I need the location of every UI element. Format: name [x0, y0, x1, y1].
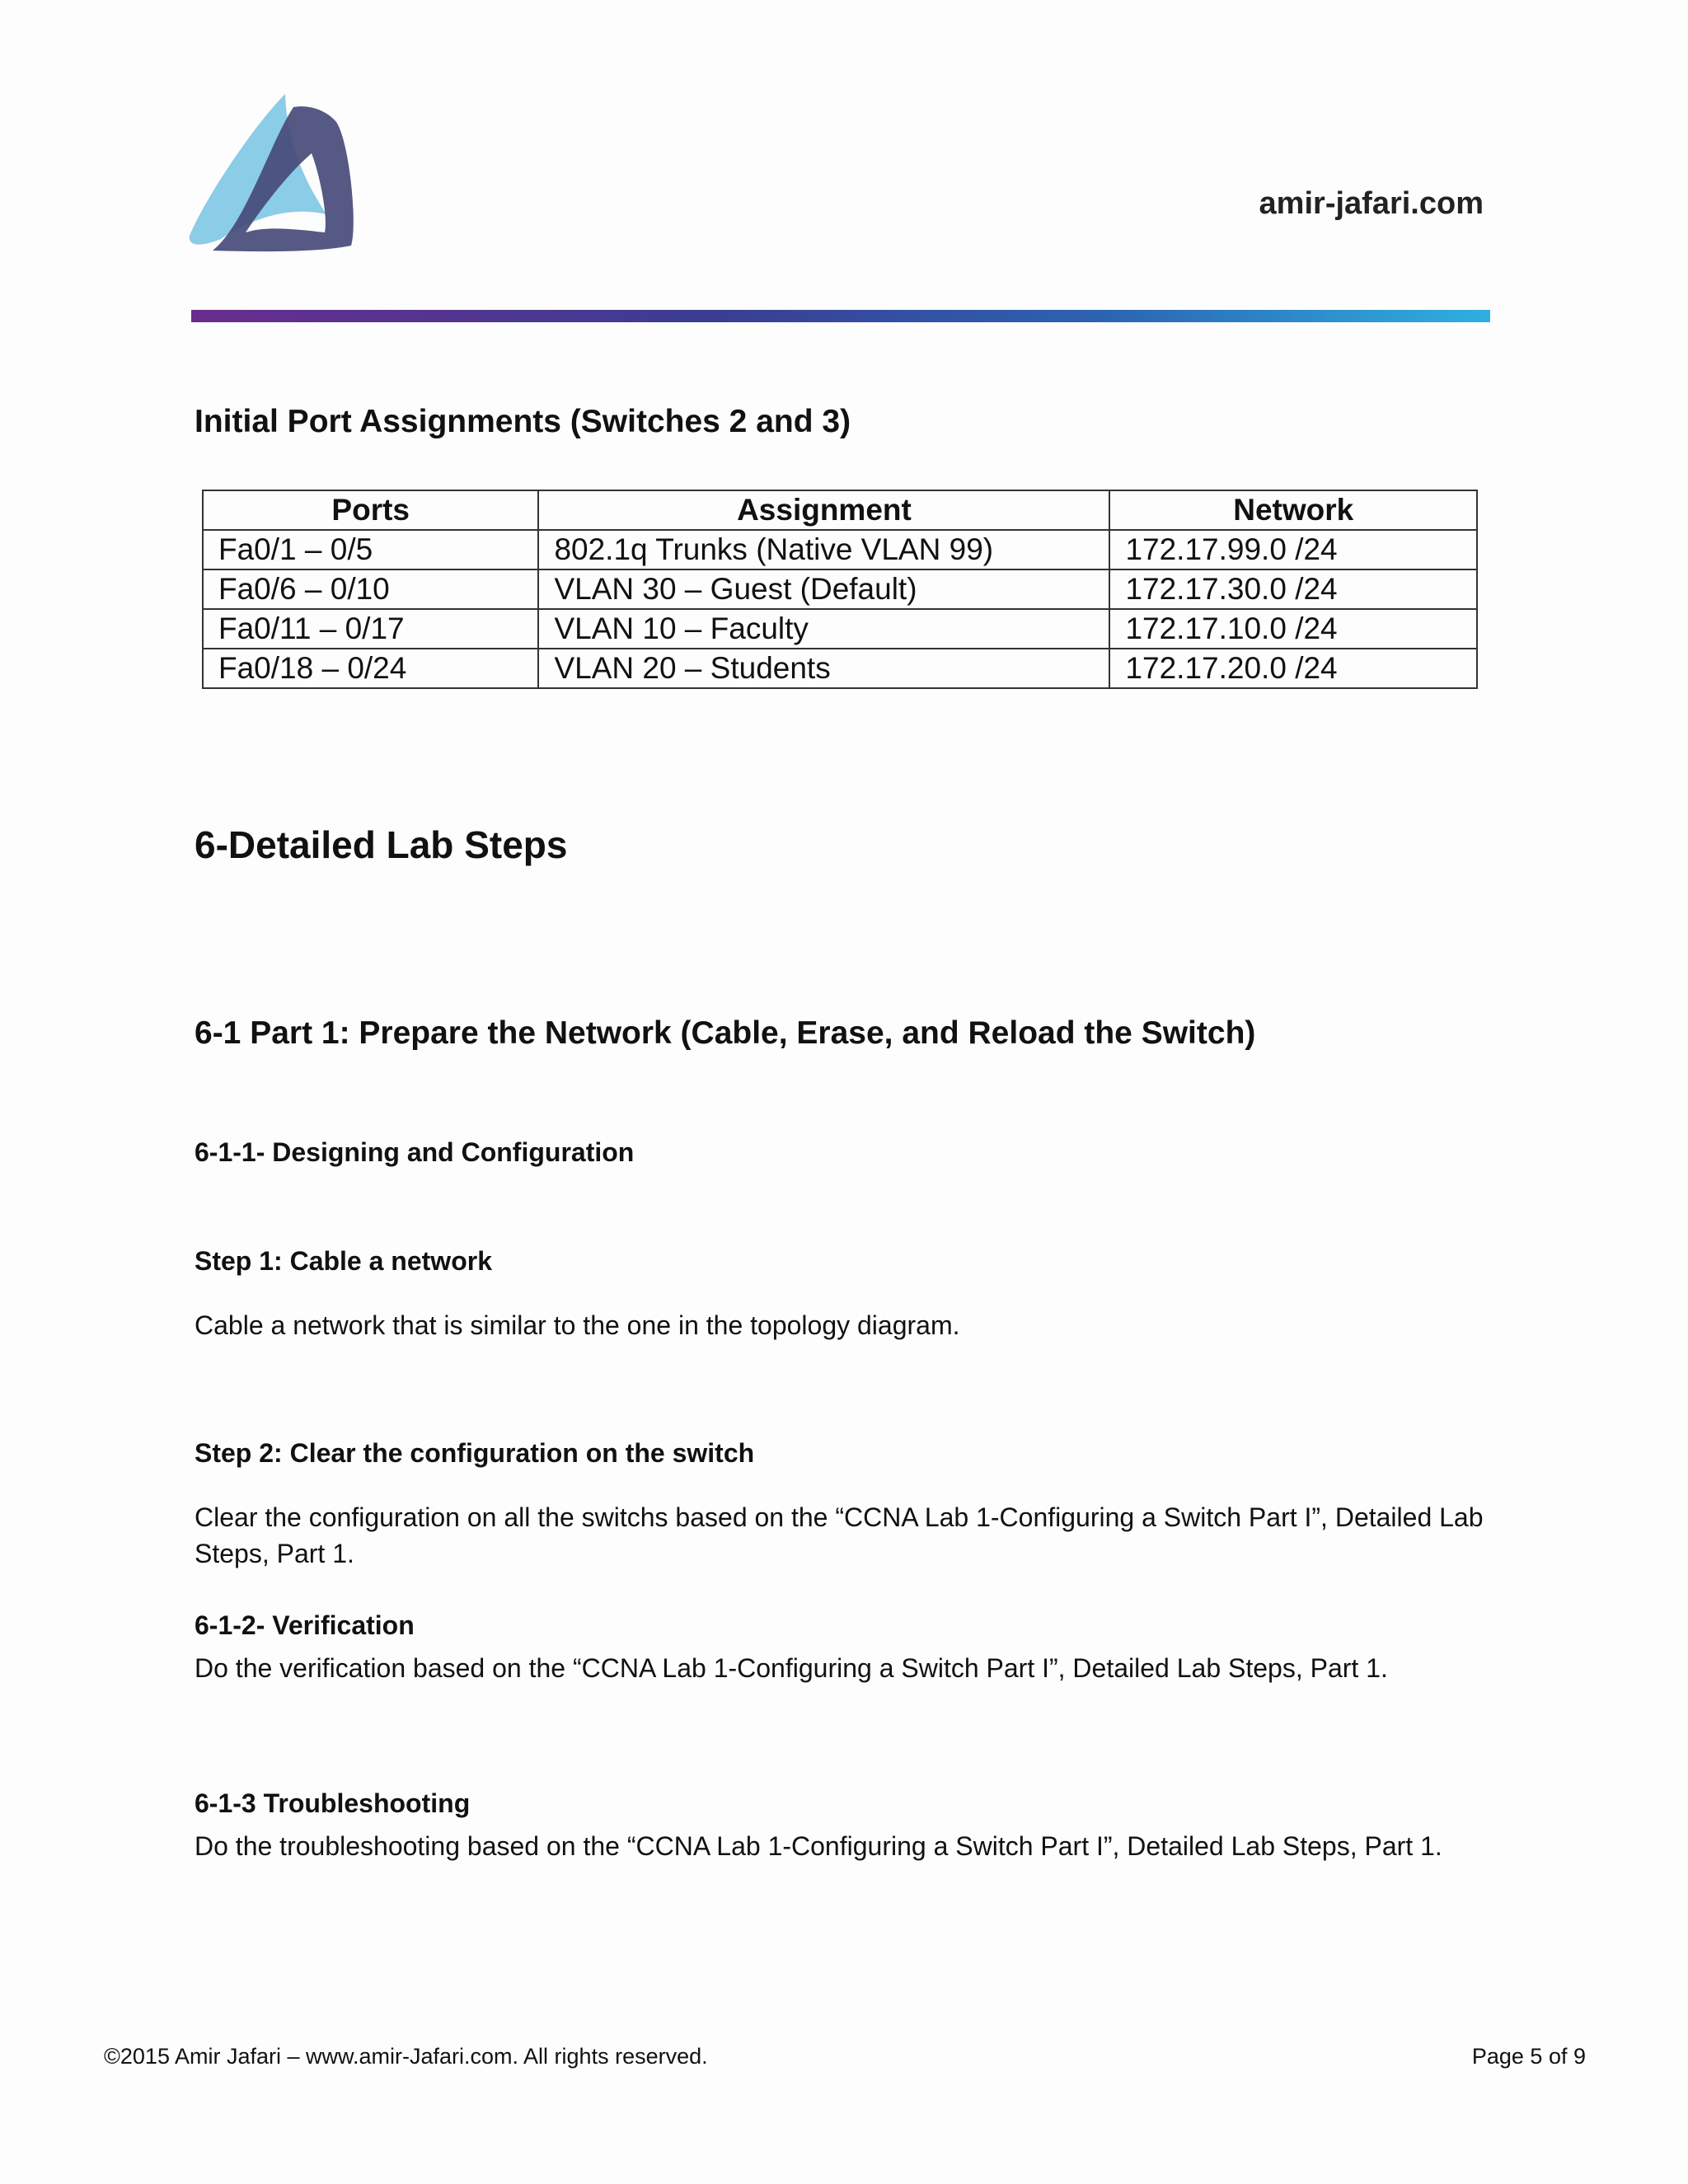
step1-heading: Step 1: Cable a network	[195, 1246, 492, 1276]
subsection-heading-design: 6-1-1- Designing and Configuration	[195, 1137, 635, 1167]
table-row	[203, 649, 1477, 688]
table-cell: 172.17.99.0 /24	[1109, 530, 1477, 569]
column-header: Assignment	[538, 490, 1109, 530]
section-heading-part1: 6-1 Part 1: Prepare the Network (Cable, Erase, and Reload the Switch)	[195, 1015, 1256, 1051]
table-cell: 172.17.20.0 /24	[1109, 649, 1477, 688]
column-header: Ports	[203, 490, 538, 530]
table-title: Initial Port Assignments (Switches 2 and 3)	[195, 404, 851, 439]
table-row	[203, 569, 1477, 609]
step2-heading: Step 2: Clear the configuration on the switch	[195, 1438, 755, 1468]
footer-copyright: ©2015 Amir Jafari – www.amir-Jafari.com. All rights reserved.	[104, 2044, 708, 2069]
table-cell: Fa0/11 – 0/17	[203, 609, 538, 649]
table-cell: VLAN 10 – Faculty	[538, 609, 1109, 649]
brand-logo	[188, 92, 358, 252]
column-header: Network	[1109, 490, 1477, 530]
table-cell: 172.17.30.0 /24	[1109, 569, 1477, 609]
table-row	[203, 530, 1477, 569]
step1-text: Cable a network that is similar to the one in the topology diagram.	[195, 1310, 960, 1340]
table-header-row	[203, 490, 1477, 530]
table-cell: VLAN 30 – Guest (Default)	[538, 569, 1109, 609]
verification-heading: 6-1-2- Verification	[195, 1610, 415, 1640]
table-cell: Fa0/18 – 0/24	[203, 649, 538, 688]
table-cell: 802.1q Trunks (Native VLAN 99)	[538, 530, 1109, 569]
table-cell: VLAN 20 – Students	[538, 649, 1109, 688]
troubleshooting-heading: 6-1-3 Troubleshooting	[195, 1788, 471, 1818]
header-divider	[191, 310, 1490, 322]
table-cell: Fa0/6 – 0/10	[203, 569, 538, 609]
site-name: amir-jafari.com	[1259, 186, 1484, 221]
page-number: Page 5 of 9	[1471, 2044, 1586, 2069]
table-cell: 172.17.10.0 /24	[1109, 609, 1477, 649]
port-assignment-table	[202, 490, 1478, 689]
table-cell: Fa0/1 – 0/5	[203, 530, 538, 569]
section-heading-detailed-steps: 6-Detailed Lab Steps	[195, 823, 568, 866]
troubleshooting-text: Do the troubleshooting based on the “CCNA Lab 1-Configuring a Switch Part I”, Detailed Lab Steps, Part 1.	[195, 1831, 1442, 1861]
table-row	[203, 609, 1477, 649]
step2-text: Clear the configuration on all the switchs based on the “CCNA Lab 1-Configuring a Switch Part I”, Detailed Lab Steps, Part 1.	[195, 1502, 1484, 1568]
verification-text: Do the verification based on the “CCNA Lab 1-Configuring a Switch Part I”, Detailed Lab Steps, Part 1.	[195, 1653, 1388, 1683]
